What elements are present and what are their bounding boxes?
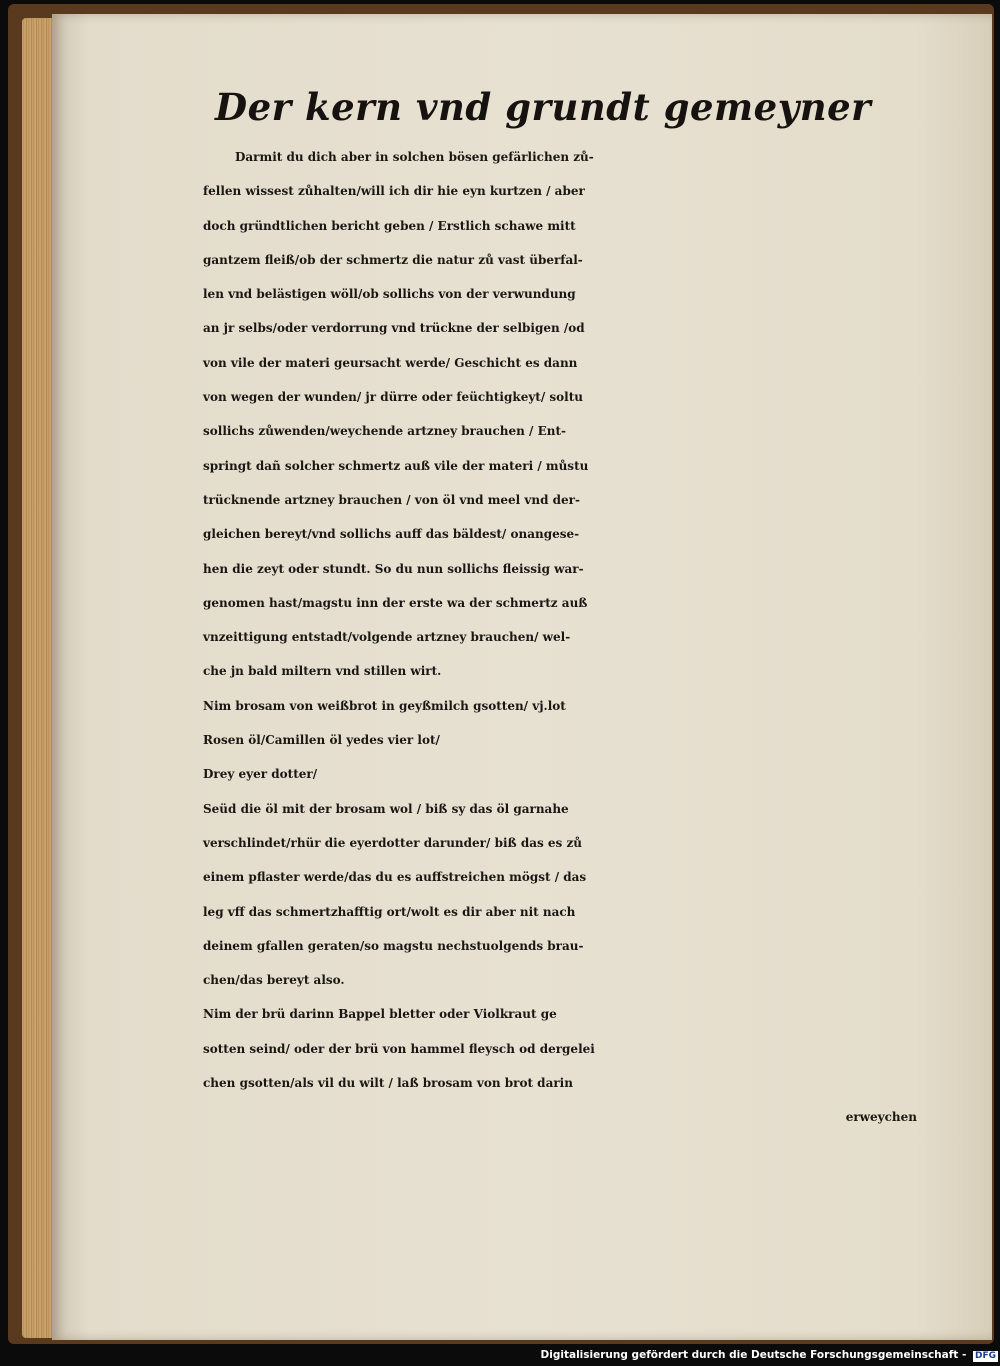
text-line: verschlindet/rhür die eyerdotter darunder/ biß das es zů xyxy=(203,835,583,850)
text-line: chen/das bereyt also. xyxy=(203,973,345,988)
text-line: fellen wissest zůhalten/will ich dir hie eyn kurtzen / aber xyxy=(203,184,585,199)
digitization-credit xyxy=(541,1349,998,1362)
text-line: an jr selbs/oder verdorrung vnd trückne der selbigen /od xyxy=(203,321,585,336)
text-line: sollichs zůwenden/weychende artzney brauchen / Ent- xyxy=(203,424,566,439)
text-line: Darmit du dich aber in solchen bösen gefärlichen zů- xyxy=(235,150,594,164)
text-line: genomen hast/magstu inn der erste wa der schmertz auß xyxy=(203,595,588,610)
body-text xyxy=(203,140,923,1135)
dfg-logo: DFG xyxy=(974,1351,996,1361)
text-line: trücknende artzney brauchen / von öl vnd meel vnd der- xyxy=(203,492,580,507)
book-fore-edge xyxy=(22,18,56,1338)
text-line: che jn bald miltern vnd stillen wirt. xyxy=(203,664,442,679)
text-line: gantzem fleiß/ob der schmertz die natur zů vast überfal- xyxy=(203,252,583,267)
text-line: len vnd belästigen wöll/ob sollichs von der verwundung xyxy=(203,287,576,302)
catchword: erweychen xyxy=(845,1110,917,1125)
text-line: springt dañ solcher schmertz auß vile der materi / můstu xyxy=(203,458,589,473)
text-line: von wegen der wunden/ jr dürre oder feüchtigkeyt/ soltu xyxy=(203,390,583,405)
text-line: vnzeittigung entstadt/volgende artzney brauchen/ wel- xyxy=(203,630,571,645)
text-line: sotten seind/ oder der brü von hammel fleysch od dergelei xyxy=(203,1041,595,1056)
recipe-line: Nim der brü darinn Bappel bletter oder Violkraut ge xyxy=(203,1007,557,1022)
recipe-line: Drey eyer dotter/ xyxy=(203,767,318,782)
recipe-line: Nim brosam von weißbrot in geyßmilch gsotten/ vj.lot xyxy=(203,698,566,713)
text-line: leg vff das schmertzhafftig ort/wolt es dir aber nit nach xyxy=(203,904,576,919)
text-line: von vile der materi geursacht werde/ Geschicht es dann xyxy=(203,355,578,370)
text-line: deinem gfallen geraten/so magstu nechstuolgends brau- xyxy=(203,938,584,953)
credit-text: Digitalisierung gefördert durch die Deutsche Forschungsgemeinschaft - xyxy=(540,1349,967,1361)
recipe-line: Rosen öl/Camillen öl yedes vier lot/ xyxy=(203,733,440,748)
text-line: chen gsotten/als vil du wilt / laß brosam von brot darin xyxy=(203,1076,573,1091)
text-line: hen die zeyt oder stundt. So du nun sollichs fleissig war- xyxy=(203,561,584,576)
text-line: einem pflaster werde/das du es auffstreichen mögst / das xyxy=(203,870,587,885)
text-line: gleichen bereyt/vnd sollichs auff das bäldest/ onangese- xyxy=(203,527,580,542)
text-line: Seüd die öl mit der brosam wol / biß sy das öl garnahe xyxy=(203,801,569,816)
running-heading: Der kern vnd grundt gemeyner xyxy=(215,85,872,129)
text-line: doch gründtlichen bericht geben / Erstlich schawe mitt xyxy=(203,218,576,233)
